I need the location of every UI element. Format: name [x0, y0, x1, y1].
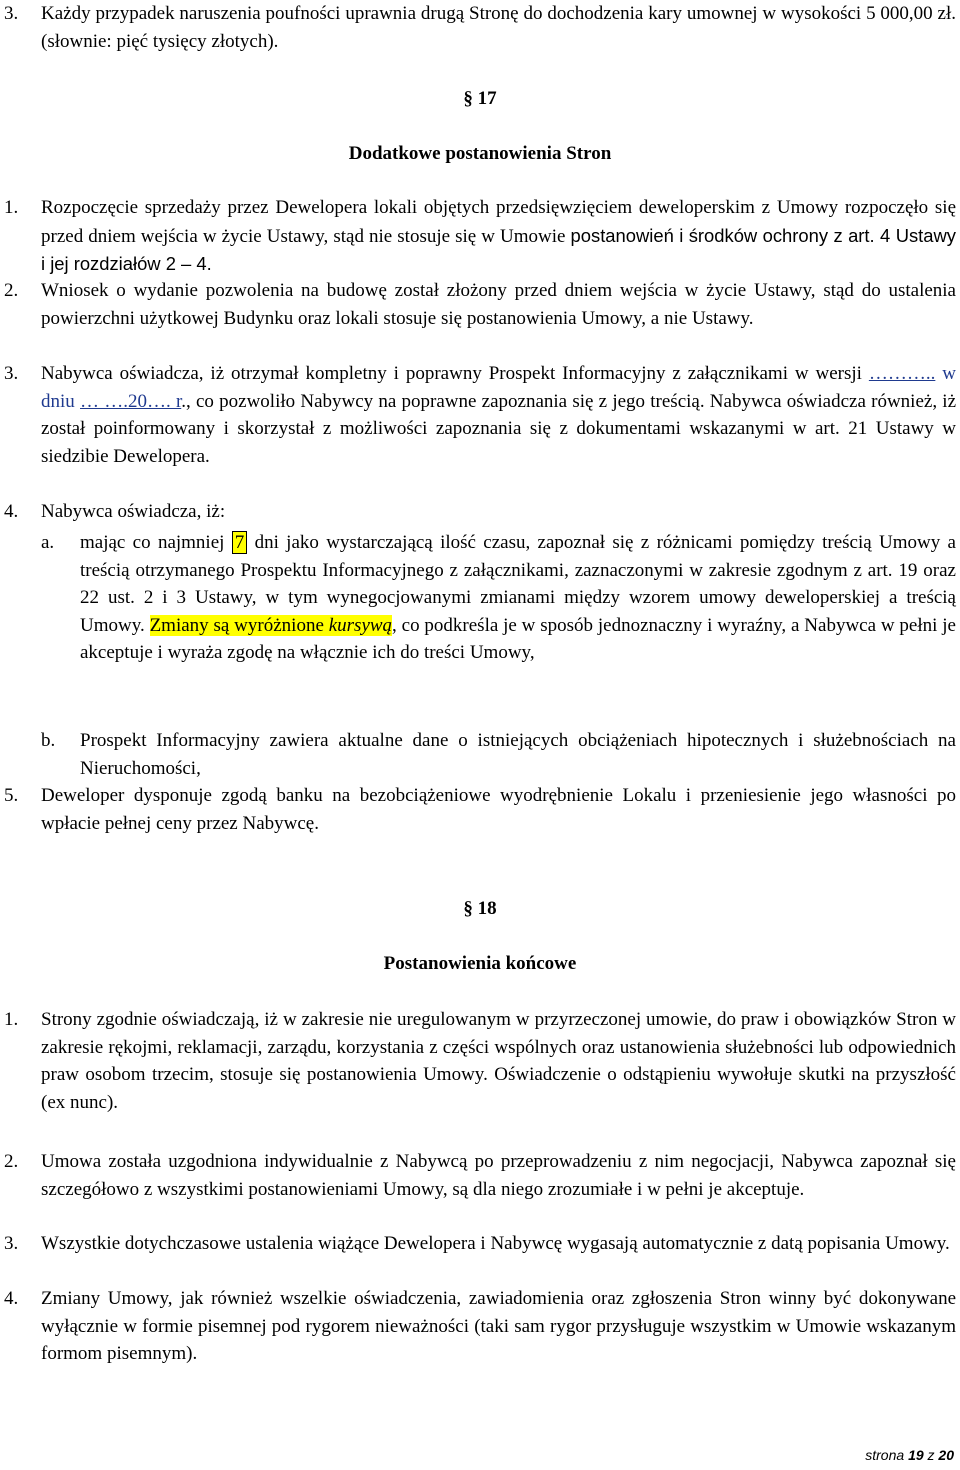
- section-18-number: § 18: [463, 898, 497, 919]
- item-text: Umowa została uzgodniona indywidualnie z Nabywcą po przeprowadzeniu z nim negocjacji, Nabywca zapoznał się szczegółowo z wszystkimi postanowieniami Umowy, są dla niego zrozumiałe i w pełni je akceptuje.: [41, 1151, 956, 1200]
- item-text: Deweloper dysponuje zgodą banku na bezobciążeniowe wyodrębnienie Lokalu i przeniesienie jego własności po wpłacie pełnej ceny przez Nabywcę.: [41, 785, 956, 834]
- item-number: 5.: [4, 785, 19, 806]
- s17-item-1: [0, 194, 956, 279]
- item-text: Strony zgodnie oświadczają, iż w zakresie nie uregulowanym w przyrzeczonej umowie, do praw i obowiązków Stron w zakresie rękojmi, reklamacji, zarządu, korzystania z części wspólnych oraz ustanowienia służebności lub odpowiednich praw osobom trzecim, stosuje się postanowienia Umowy. Oświadczenie o odstąpieniu wywołuje skutki na przyszłość (ex nunc).: [41, 1009, 956, 1113]
- item-text: Nabywca oświadcza, iż:: [41, 501, 226, 522]
- days-highlight: 7: [232, 531, 248, 554]
- section-17-number: § 17: [463, 88, 497, 109]
- item-letter: a.: [41, 532, 55, 553]
- item-number: 3.: [4, 363, 19, 384]
- blank-version: ………..: [868, 363, 936, 384]
- page-total: 20: [938, 1447, 954, 1463]
- s17-item-4: [0, 498, 956, 526]
- s17-item-4a: [0, 529, 956, 667]
- item-number: 2.: [4, 1151, 19, 1172]
- s18-item-1: [0, 1006, 956, 1116]
- arial-text-segment: postanowień i środków ochrony z art. 4 Ustawy i jej rozdziałów 2 – 4.: [41, 224, 956, 275]
- paragraph-3-confidentiality: [0, 0, 956, 55]
- item-text: Wniosek o wydanie pozwolenia na budowę został złożony przed dniem wejścia w życie Ustawy, stąd do ustalenia powierzchni użytkowej Budynku oraz lokali stosuje się postanowienia Umowy, a nie Ustawy.: [41, 280, 956, 329]
- item-text: Nabywca oświadcza, iż otrzymał kompletny i poprawny Prospekt Informacyjny z załącznikami w wersji ……….. w dniu … ….20…. r., co pozwoliło Nabywcy na poprawne zapoznania się z jego treścią. Nabywca oświadcza również, iż został poinformowany i skorzystał z możliwości zapoznania się z dokumentami wskazanymi w art. 21 Ustawy w siedzibie Dewelopera.: [41, 363, 957, 467]
- s17-item-2: [0, 277, 956, 332]
- item-text: Każdy przypadek naruszenia poufności uprawnia drugą Stronę do dochodzenia kary umownej w wysokości 5 000,00 zł. (słownie: pięć tysięcy złotych).: [41, 3, 956, 52]
- blank-date: … ….20…. r: [80, 390, 182, 412]
- item-number: 4.: [4, 1288, 19, 1309]
- item-letter: b.: [41, 730, 56, 751]
- s18-item-3: [0, 1230, 956, 1258]
- s18-item-2: [0, 1148, 956, 1203]
- highlighted-text: Zmiany są wyróżnione: [149, 614, 329, 636]
- item-number: 1.: [4, 1009, 19, 1030]
- page-number: 19: [908, 1447, 924, 1463]
- item-text: Prospekt Informacyjny zawiera aktualne dane o istniejących obciążeniach hipotecznych i służebnościach na Nieruchomości,: [80, 730, 956, 779]
- item-text: Wszystkie dotychczasowe ustalenia wiążące Dewelopera i Nabywcę wygasają automatycznie z datą popisania Umowy.: [41, 1233, 950, 1254]
- item-number: 2.: [4, 280, 19, 301]
- highlighted-italic-text: kursywą: [328, 614, 393, 636]
- item-text: mając co najmniej 7 dni jako wystarczającą ilość czasu, zapoznał się z różnicami pomiędzy treścią Umowy a treścią otrzymanego Prospektu Informacyjnego z załącznikami, zaznaczonymi w zakresie zgodnym z art. 19 oraz 22 ust. 2 i 3 Ustawy, w tym wynegocjowanymi zmianami między wzorem umowy deweloperskiej a treścią Umowy. Zmiany są wyróżnione kursywą, co podkreśla je w sposób jednoznaczny i wyraźny, a Nabywca w pełni je akceptuje i wyraża zgodę na włącznie ich do treści Umowy,: [80, 532, 956, 664]
- s17-item-3: [0, 360, 956, 470]
- item-text: Zmiany Umowy, jak również wszelkie oświadczenia, zawiadomienia oraz zgłoszenia Stron winny być dokonywane wyłącznie w formie pisemnej pod rygorem nieważności (taki sam rygor przysługuje wszystkim w Umowie wskazanym formom pisemnym).: [41, 1288, 956, 1365]
- item-number: 3.: [4, 1233, 19, 1254]
- s17-item-5: [0, 782, 956, 837]
- in-day-label: w dniu: [41, 363, 956, 412]
- item-number: 4.: [4, 501, 19, 522]
- s18-item-4: [0, 1285, 956, 1368]
- item-number: 3.: [4, 3, 19, 24]
- item-number: 1.: [4, 197, 19, 218]
- section-18-title: Postanowienia końcowe: [383, 953, 577, 974]
- section-17-title: Dodatkowe postanowienia Stron: [348, 143, 612, 164]
- s17-item-4b: [0, 727, 956, 782]
- item-text: Rozpoczęcie sprzedaży przez Dewelopera lokali objętych przedsięwzięciem deweloperskim z Umowy rozpoczęło się przed dniem wejścia w życie Ustawy, stąd nie stosuje się w Umowie postanowień i środków ochrony z art. 4 Ustawy i jej rozdziałów 2 – 4.: [41, 197, 956, 275]
- page-footer: strona 19 z 20: [865, 1447, 954, 1463]
